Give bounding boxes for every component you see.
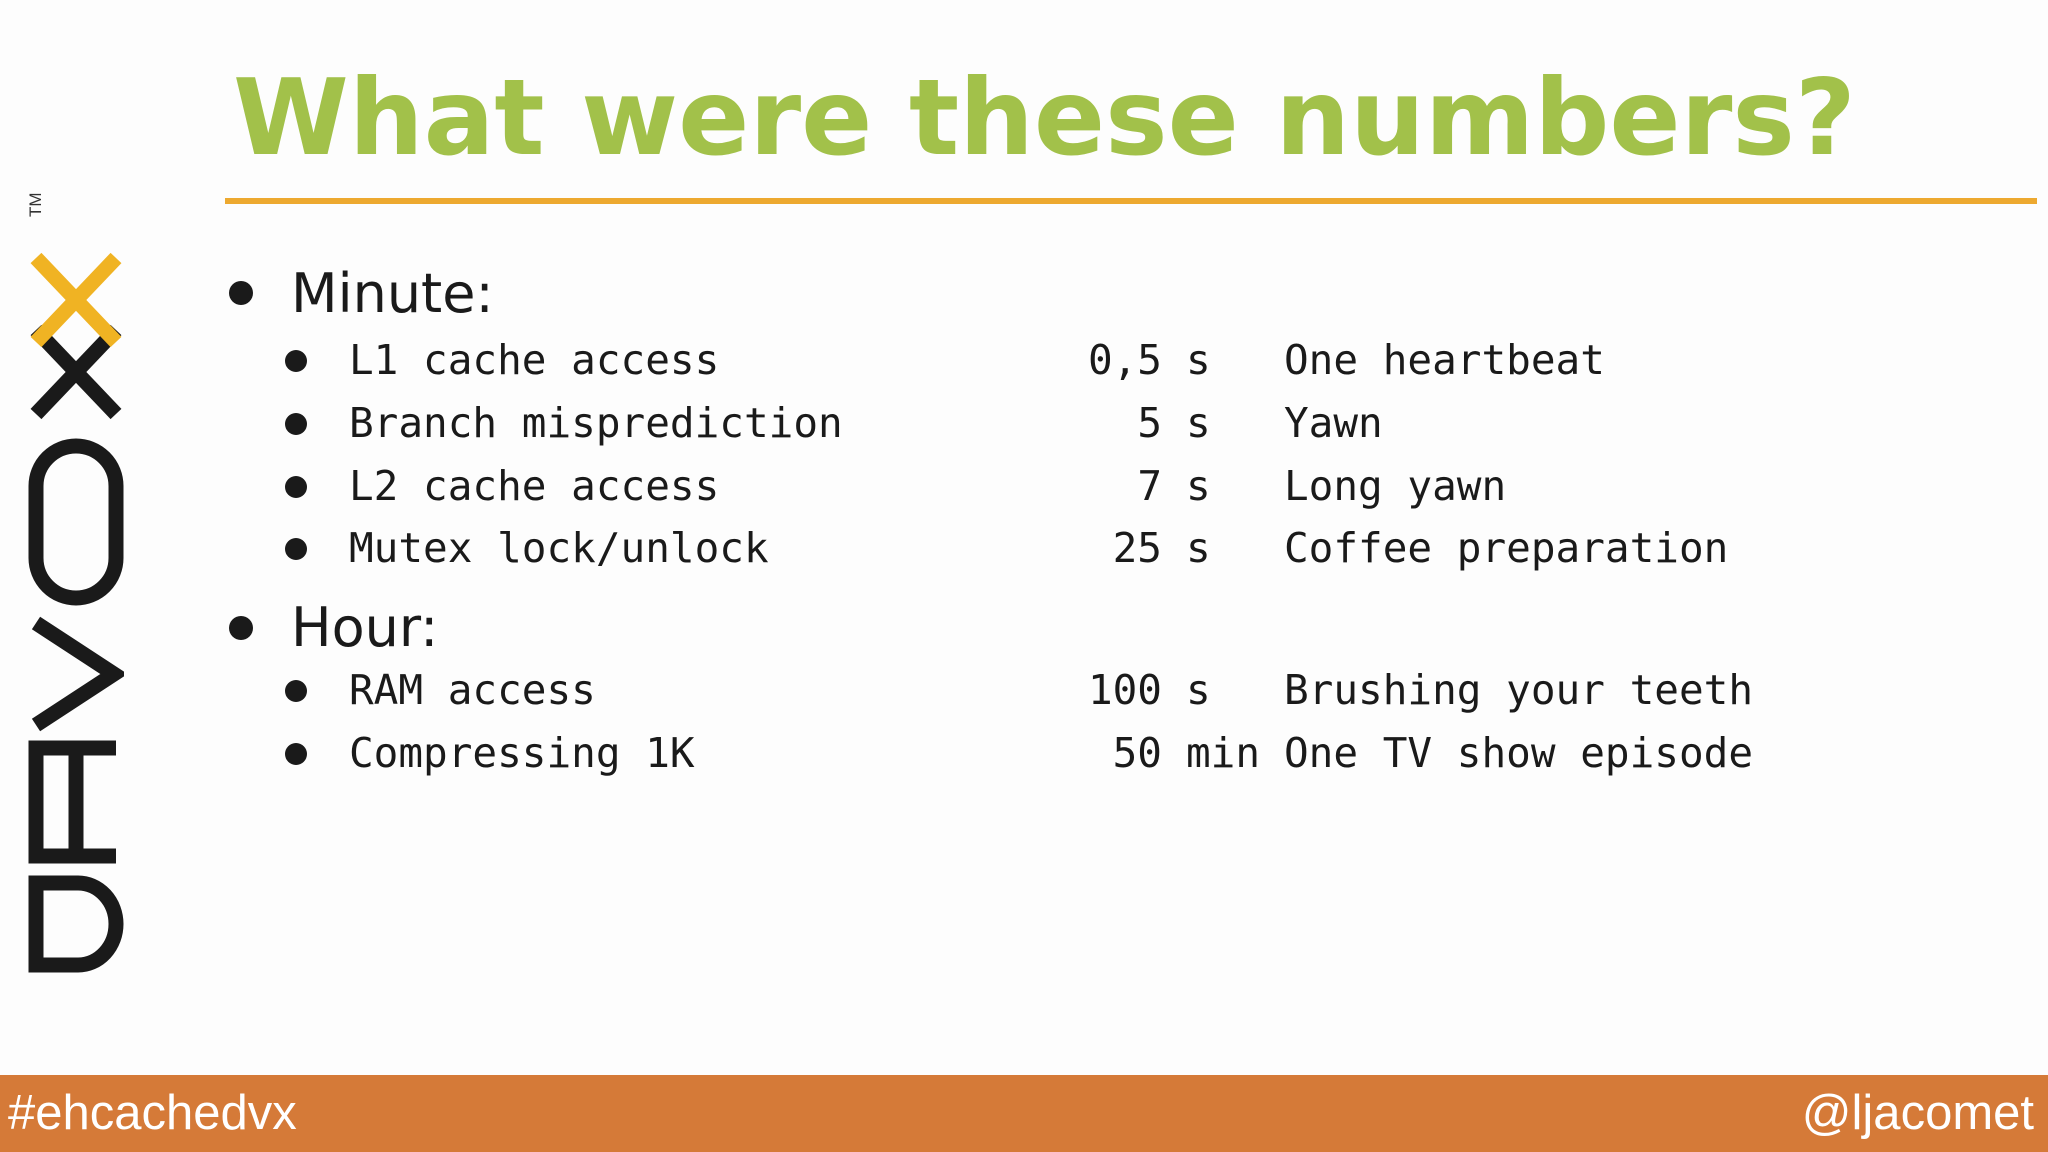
- title-underline: [225, 198, 2037, 204]
- latency-value: 100: [1087, 666, 1162, 714]
- human-analogy: Yawn: [1284, 399, 1383, 447]
- row-bullet: [285, 680, 307, 702]
- latency-value: 25: [1112, 524, 1162, 572]
- table-row: [0, 393, 2048, 453]
- human-analogy: Long yawn: [1284, 462, 1507, 510]
- operation-name: Branch misprediction: [349, 399, 843, 447]
- slide-title: What were these numbers?: [233, 57, 1856, 179]
- latency-unit: s: [1186, 399, 1211, 447]
- operation-name: L2 cache access: [349, 462, 720, 510]
- operation-name: L1 cache access: [349, 336, 720, 384]
- table-row: [0, 723, 2048, 783]
- speaker-handle: @ljacomet: [1801, 1086, 2034, 1140]
- latency-unit: s: [1186, 336, 1211, 384]
- row-bullet: [285, 350, 307, 372]
- devox-logo: [28, 213, 124, 977]
- latency-value: 50: [1112, 729, 1162, 777]
- human-analogy: One TV show episode: [1284, 729, 1753, 777]
- section-bullet: [229, 616, 253, 640]
- row-bullet: [285, 743, 307, 765]
- section-bullet: [229, 281, 253, 305]
- latency-unit: s: [1186, 462, 1211, 510]
- latency-value: 0,5: [1087, 336, 1162, 384]
- footer-bar: [0, 1075, 2048, 1152]
- table-row: [0, 660, 2048, 720]
- table-row: [0, 330, 2048, 390]
- operation-name: Mutex lock/unlock: [349, 524, 769, 572]
- row-bullet: [285, 476, 307, 498]
- operation-name: RAM access: [349, 666, 596, 714]
- row-bullet: [285, 413, 307, 435]
- operation-name: Compressing 1K: [349, 729, 695, 777]
- row-bullet: [285, 538, 307, 560]
- hashtag: #ehcachedvx: [8, 1086, 297, 1140]
- latency-unit: min: [1186, 729, 1261, 777]
- latency-unit: s: [1186, 666, 1211, 714]
- trademark-mark: TM: [26, 192, 45, 217]
- latency-unit: s: [1186, 524, 1211, 572]
- human-analogy: One heartbeat: [1284, 336, 1605, 384]
- table-row: [0, 456, 2048, 516]
- table-row: [0, 518, 2048, 578]
- section-label-hour: Hour:: [291, 596, 439, 659]
- human-analogy: Coffee preparation: [1284, 524, 1729, 572]
- latency-value: 5: [1137, 399, 1162, 447]
- section-label-minute: Minute:: [291, 262, 494, 325]
- latency-value: 7: [1137, 462, 1162, 510]
- human-analogy: Brushing your teeth: [1284, 666, 1753, 714]
